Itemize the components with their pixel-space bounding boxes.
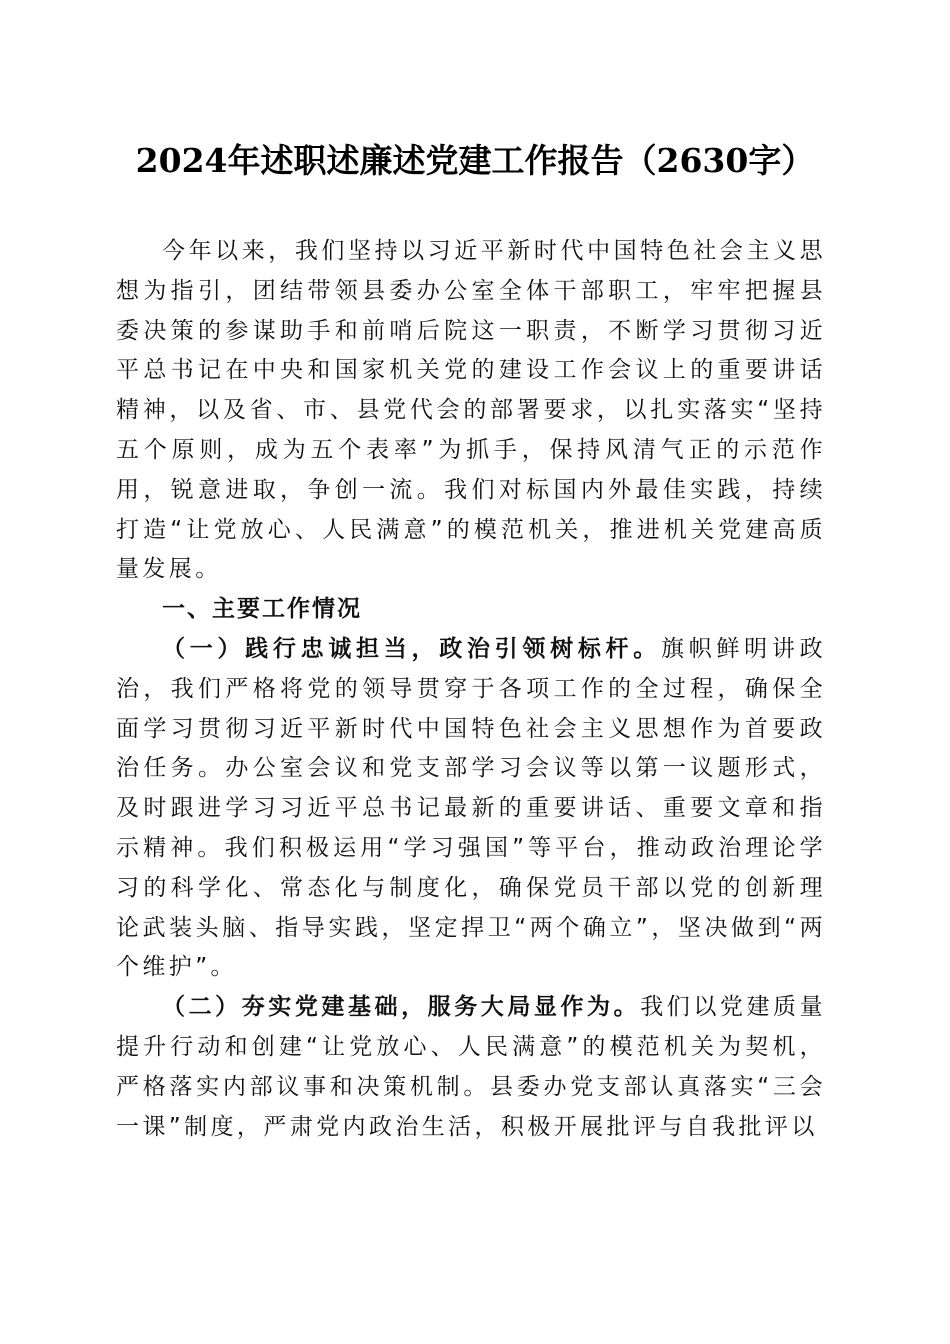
item-2-body: 我们以党建质量提升行动和创建“让党放心、人民满意”的模范机关为契机，严格落实内部议事和决策机制。县委办党支部认真落实“三会一课”制度，严肃党内政治生活，积极开展批评与自我批评以	[116, 994, 826, 1140]
item-1-heading: （一）践行忠诚担当，政治引领树标杆。	[162, 635, 661, 662]
item-1-paragraph	[116, 630, 826, 988]
document-body	[116, 232, 826, 1147]
section-heading: 一、主要工作情况	[162, 596, 362, 623]
intro-paragraph: 今年以来，我们坚持以习近平新时代中国特色社会主义思想为指引，团结带领县委办公室全体干部职工，牢牢把握县委决策的参谋助手和前哨后院这一职责，不断学习贯彻习近平总书记在中央和国家机关党的建设工作会议上的重要讲话精神，以及省、市、县党代会的部署要求，以扎实落实“坚持五个原则，成为五个表率”为抓手，保持风清气正的示范作用，锐意进取，争创一流。我们对标国内外最佳实践，持续打造“让党放心、人民满意”的模范机关，推进机关党建高质量发展。	[116, 238, 826, 583]
item-2-heading: （二）夯实党建基础，服务大局显作为。	[162, 994, 641, 1021]
item-1-body: 旗帜鲜明讲政治，我们严格将党的领导贯穿于各项工作的全过程，确保全面学习贯彻习近平新时代中国特色社会主义思想作为首要政治任务。办公室会议和党支部学习会议等以第一议题形式，及时跟进学习习近平总书记最新的重要讲话、重要文章和指示精神。我们积极运用“学习强国”等平台，推动政治理论学习的科学化、常态化与制度化，确保党员干部以党的创新理论武装头脑、指导实践，坚定捍卫“两个确立”，坚决做到“两个维护”。	[116, 635, 826, 981]
document-title: 2024年述职述廉述党建工作报告（2630字）	[135, 141, 815, 180]
item-2-paragraph	[116, 988, 826, 1147]
